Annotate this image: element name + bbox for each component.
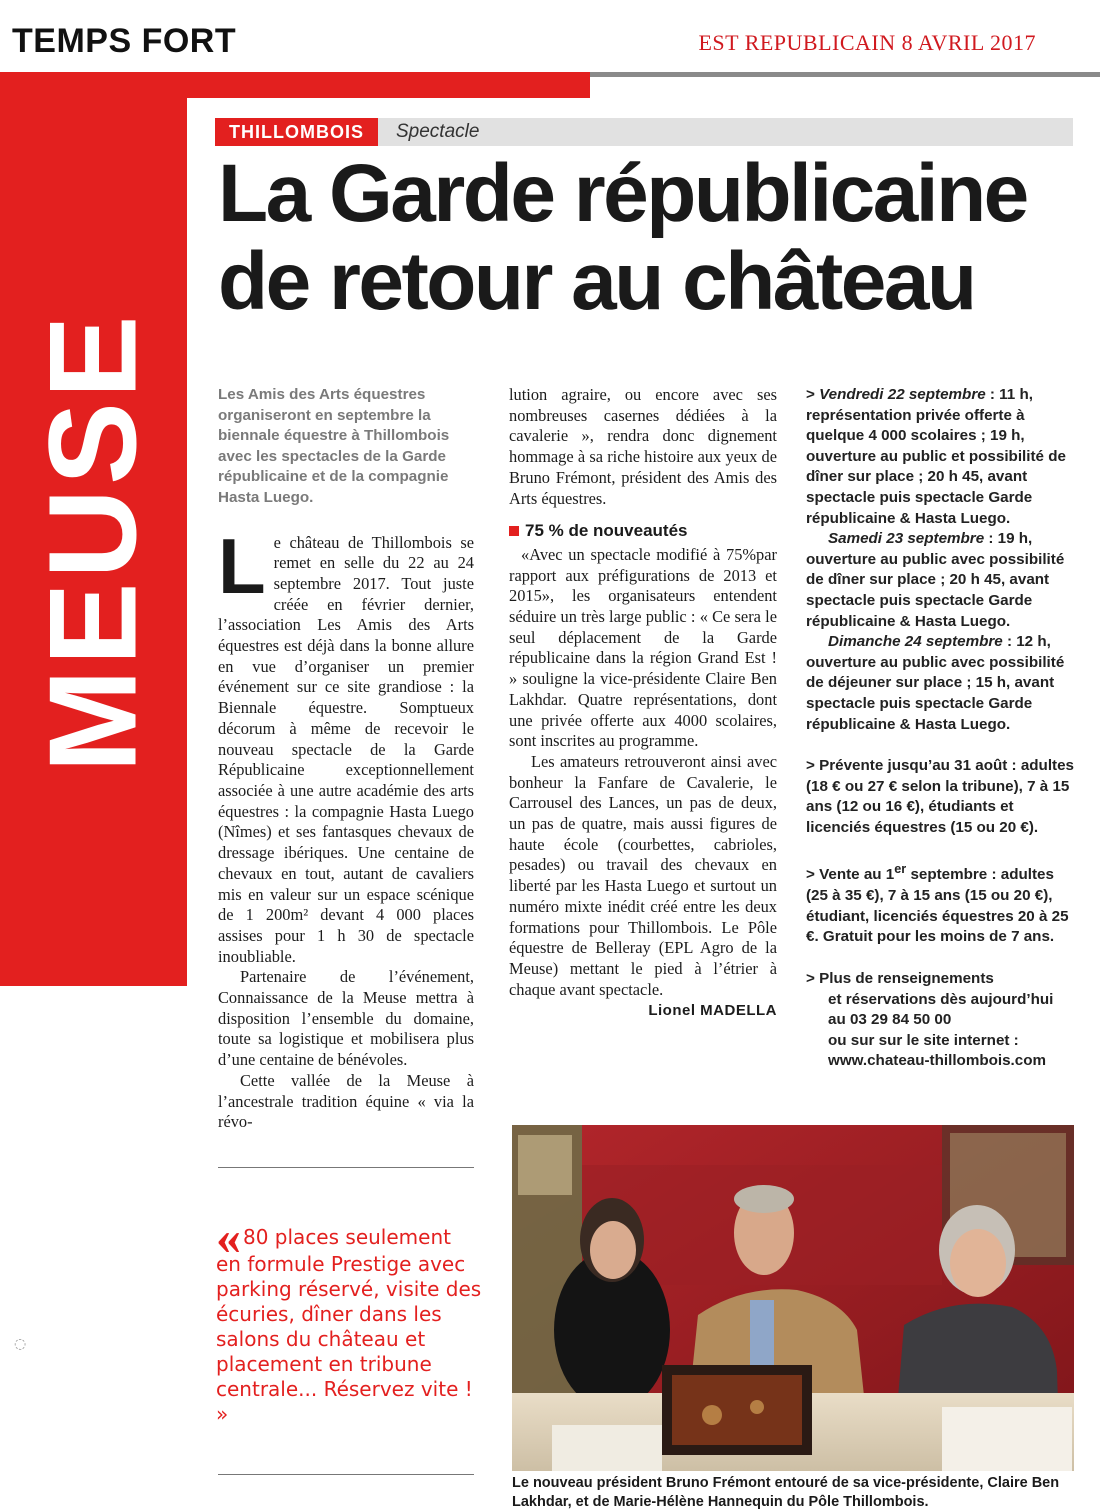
- schedule-saturday: [806, 529, 1078, 632]
- presale-block: [806, 756, 1078, 838]
- contact-line-4: ou sur sur le site internet :: [828, 1031, 1019, 1049]
- section-title: TEMPS FORT: [12, 22, 237, 60]
- sunday-text: : 12 h, ouverture au public avec possibilité de déjeuner sur place ; 15 h, avant spectacle puis spectacle Garde républicaine & Hasta Luego.: [806, 633, 1065, 733]
- article-column-2: [509, 385, 777, 1022]
- schedule-friday: [806, 385, 1078, 529]
- red-square-icon: [509, 526, 519, 536]
- region-band-label: [0, 98, 187, 986]
- contact-website: www.chateau-thillombois.com: [828, 1052, 1046, 1070]
- quote-divider: [218, 1474, 474, 1475]
- kicker-category: Spectacle: [396, 121, 480, 142]
- saturday-text: : 19 h, ouverture au public avec possibilité de dîner sur place ; 20 h 45, avant spectacle puis spectacle Garde républicaine & Hasta Luego.: [806, 530, 1065, 630]
- paragraph-5: Les amateurs retrouveront ainsi avec bonheur la Fanfare de Cavalerie, le Carrousel des Lances, un pas de deux, un pas de quatre, mais aussi figures de haute école (courbettes, cabrioles, pesades) ou travail des chevaux en liberté par les Hasta Luego et surtout un numéro mixte inédit créé entre les deux formations pour Thillombois. Le Pôle équestre de Belleray (EPL Agro de la Meuse) mettant le pied à l’étrier à chaque avant spectacle.: [509, 751, 777, 999]
- paragraph-1: [218, 521, 474, 968]
- chevron-right-icon: >: [806, 386, 815, 403]
- source-line: EST REPUBLICAIN 8 AVRIL 2017: [698, 30, 1036, 55]
- drop-cap: L: [218, 521, 266, 610]
- saturday-label: Samedi 23 septembre: [828, 530, 985, 548]
- column-divider: [218, 1167, 474, 1168]
- header-red-bar: [0, 72, 590, 98]
- paragraph-3-start: Cette vallée de la Meuse à l’ancestrale tradition équine « via la révo-: [218, 1070, 474, 1132]
- chevron-right-icon: >: [806, 866, 815, 884]
- presale-line: [806, 756, 1078, 838]
- schedule-sunday: [806, 632, 1078, 735]
- subheading-text: 75 % de nouveautés: [525, 521, 688, 541]
- byline: Lionel MADELLA: [648, 1002, 777, 1020]
- sale-text-b: septembre : adultes (25 à 35 €), 7 à 15 ans (15 ou 20 €), étudiant, licenciés équestres 20 à 25 €. Gratuit pour les moins de 7 ans.: [806, 866, 1069, 946]
- schedule-block: [806, 385, 1078, 735]
- contact-line-2: et réservations dès aujourd’hui: [828, 990, 1054, 1008]
- sale-superscript: er: [894, 862, 907, 877]
- registration-mark-icon: ◌: [14, 1336, 27, 1352]
- kicker-place: THILLOMBOIS: [215, 118, 378, 146]
- friday-label: Vendredi 22 septembre: [819, 386, 986, 403]
- sunday-label: Dimanche 24 septembre: [828, 633, 1003, 651]
- contact-text-1: Plus de renseignements: [819, 969, 994, 987]
- contact-line-1: [806, 969, 1078, 990]
- photo-illustration: [512, 1125, 1074, 1471]
- headline-line-1: La Garde républicaine: [218, 148, 1027, 239]
- lede: Les Amis des Arts équestres organiseront en septembre la biennale équestre à Thillombois avec les spectacles de la Garde républicaine et de la compagnie Hasta Luego.: [218, 386, 450, 506]
- article-column-1: [218, 385, 474, 1133]
- friday-text: : 11 h, représentation privée offerte à quelque 4 000 scolaires ; 19 h, ouverture au public et possibilité de dîner sur place ; 20 h 45, avant spectacle puis spectacle Garde républicaine & Hasta Luego.: [806, 386, 1066, 527]
- headline-line-2: de retour au château: [218, 236, 975, 327]
- presale-text: Prévente jusqu’au 31 août : adultes (18 € ou 27 € selon la tribune), 7 à 15 ans (12 ou 16 €), étudiants et licenciés équestres (15 ou 20 €).: [806, 757, 1074, 836]
- contact-block: [806, 969, 1078, 1072]
- subheading: [509, 521, 777, 542]
- pull-quote-text: 80 places seulement en formule Prestige avec parking réservé, visite des écuries, dîner dans les salons du château et placement en tribune centrale... Réservez vite ! »: [216, 1225, 482, 1426]
- paragraph-2: Partenaire de l’événement, Connaissance de la Meuse mettra à disposition l’ensemble du domaine, toute sa logistique et mobilisera plus d’une centaine de bénévoles.: [218, 967, 474, 1070]
- headline: [218, 150, 1088, 326]
- sale-line: [806, 859, 1078, 947]
- paragraph-3-end: lution agraire, ou encore avec ses nombreuses casernes dédiées à la cavalerie », rendra donc dignement hommage à sa riche histoire aux yeux de Bruno Frémont, président des Amis des Arts équestres.: [509, 385, 777, 508]
- chevron-right-icon: >: [806, 757, 815, 775]
- quote-mark-icon: «: [216, 1209, 241, 1265]
- info-column: [806, 385, 1078, 1093]
- sale-block: [806, 859, 1078, 947]
- paragraph-4: «Avec un spectacle modifié à 75%par rapport aux préfigurations de 2013 et 2015», les organisateurs entendent séduire un très large public : « Ce sera le seul déplacement de la Garde républicaine dans la région Grand Est ! » souligne la vice-présidente Claire Ben Lakhdar. Quatre représentations, dont une privée offerte aux 4000 scolaires, sont inscrites au programme.: [509, 544, 777, 751]
- sale-text-a: Vente au 1: [819, 866, 895, 884]
- contact-phone: au 03 29 84 50 00: [828, 1011, 952, 1029]
- photo-caption: Le nouveau président Bruno Frémont entouré de sa vice-présidente, Claire Ben Lakhdar, et de Marie-Hélène Hannequin du Pôle Thillombois.: [512, 1475, 1060, 1510]
- chevron-right-icon: >: [806, 969, 815, 987]
- paragraph-1-text: e château de Thillombois se remet en selle du 22 au 24 septembre 2017. Tout juste créée en février dernier, l’association Les Amis des Arts équestres est déjà dans la bonne allure en vue d’organiser un premier événement sur ce site grandiose : la Biennale équestre. Somptueux décorum à même de recevoir le nouveau spectacle de la Garde Républicaine exceptionnellement associée à une autre académie des arts équestres : la compagnie Hasta Luego (Nîmes) et ses fantasques chevaux de dressage ibériques. Une centaine de chevaux en tout, autant de cavaliers mis en valeur sur un espace scénique de 1 200m² devant 4 000 places assises pour 1 h 30 de spectacle inoubliable.: [218, 532, 474, 966]
- region-name: MEUSE: [24, 311, 163, 773]
- pull-quote: [216, 1209, 482, 1427]
- article-photo: [512, 1125, 1074, 1471]
